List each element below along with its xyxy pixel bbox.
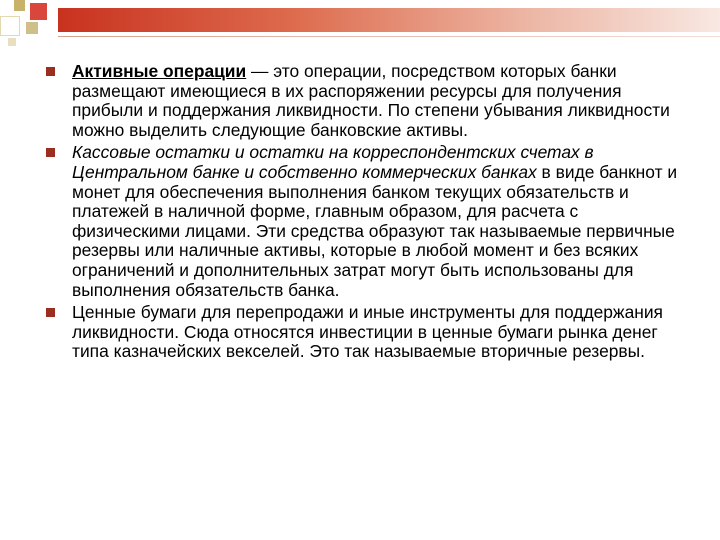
decor-square [26,22,38,34]
list-item [46,62,686,140]
decor-square [8,38,16,46]
square-bullet-icon [46,67,55,76]
header-gradient-bar [58,8,720,32]
decor-square [14,0,25,11]
item-text: в виде банкнот и монет для обеспечения выполнения банком текущих обязательств и платежей в наличной форме, главным образом, для расчета с физическими лицами. Эти средства образуют так называемые первичные резервы или наличные активы, которые в любой момент и без всяких ограничений и дополнительных затрат могут быть использованы для выполнения обязательств банка. [72,161,678,300]
bullet-list [46,62,686,365]
decor-square [30,3,47,20]
item-term: Активные операции [72,61,247,81]
decor-square [0,16,20,36]
list-item [46,303,686,362]
list-item [46,143,686,300]
square-bullet-icon [46,308,55,317]
square-bullet-icon [46,148,55,157]
item-term: Кассовые остатки и остатки на корреспондентских счетах в Центральном банке и собственно коммерческих банках [72,142,594,182]
item-text: Ценные бумаги для перепродажи и иные инструменты для поддержания ликвидности. Сюда относятся инвестиции в ценные бумаги рынка денег типа казначейских векселей. Это так называемые вторичные резервы. [72,302,663,362]
item-text: — это операции, посредством которых банки размещают имеющиеся в их распоряжении ресурсы для получения прибыли и поддержания ликвидности. По степени убывания ликвидности можно выделить следующие банковские активы. [72,61,670,140]
header-divider [58,36,720,37]
